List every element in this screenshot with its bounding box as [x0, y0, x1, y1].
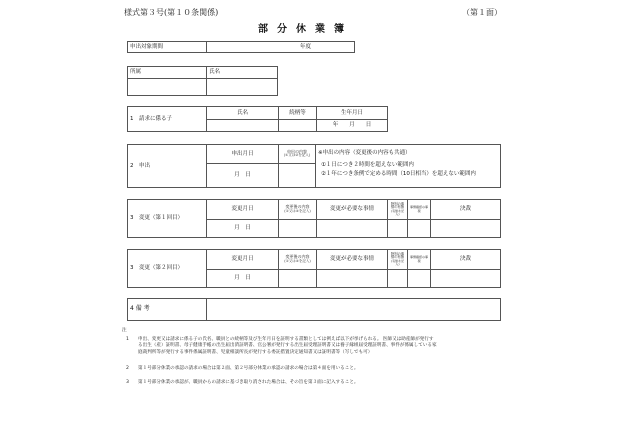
period-label: 申出対象期間 [128, 42, 207, 53]
change1-date-header: 変更月日 [207, 200, 279, 220]
remarks-field[interactable] [207, 299, 501, 321]
change2-content-field[interactable] [279, 270, 317, 288]
application-content-note: (①又は②を記入) [283, 153, 311, 158]
change2-content-title: 変更後の内容 [285, 254, 310, 260]
child-name-header: 氏名 [207, 107, 279, 120]
change2-confirm-field[interactable] [408, 270, 431, 288]
change1-confirm-header: 事情確認の事項 [408, 200, 431, 220]
child-table [127, 106, 388, 132]
change2-date-header: 変更月日 [207, 250, 279, 270]
dept-label: 所属 [128, 67, 207, 79]
change1-content-title: 変更後の内容 [285, 204, 310, 210]
dept-field[interactable] [128, 79, 207, 96]
page-label: （第１面） [462, 8, 502, 17]
period-value-field[interactable] [207, 42, 355, 53]
change1-special-title: 特別の事情の有無 [390, 201, 405, 210]
change1-confirm-field[interactable] [408, 220, 431, 238]
name-label: 氏名 [207, 67, 278, 79]
change2-special-title: 特別の事情の有無 [390, 251, 405, 260]
application-date-header: 申出月日 [207, 145, 279, 164]
change1-content-field[interactable] [279, 220, 317, 238]
remarks-label: 4 備 考 [128, 299, 207, 321]
application-note-header: ※申出の内容（変更後の内容も共通） [318, 150, 411, 156]
notes-heading: 注 [122, 328, 127, 333]
note-text: 第１号部分休業の承認の請求の場合は第２面、第２号部分休業の承認の請求の場合は第４面を用いること。 [138, 365, 359, 371]
affiliation-table [127, 66, 278, 96]
change2-content-header [279, 250, 317, 270]
change1-section-label: 3 変更（第１回目） [128, 200, 207, 238]
note-item-1 [126, 337, 492, 356]
note-item-3 [126, 380, 492, 386]
change1-content-note: (①又は②を記入) [284, 208, 311, 213]
change2-reason-field[interactable] [317, 270, 388, 288]
change1-decision-header: 決裁 [431, 200, 501, 220]
application-notes-cell [316, 145, 501, 188]
application-content-header [279, 145, 316, 164]
change1-decision-field[interactable] [431, 220, 501, 238]
change2-decision-field[interactable] [431, 270, 501, 288]
change1-date-field[interactable]: 月 日 [207, 220, 279, 238]
note-item-2 [126, 366, 492, 372]
change1-special-note: (有無を記入) [390, 208, 405, 217]
change1-special-field[interactable] [388, 220, 408, 238]
application-date-field[interactable]: 月 日 [207, 164, 279, 188]
change2-decision-header: 決裁 [431, 250, 501, 270]
application-content-field[interactable] [279, 164, 316, 188]
change2-section-label: 3 変更（第２回目） [128, 250, 207, 288]
application-content-title: 申出の内容 [287, 148, 307, 154]
child-birth-header: 生年月日 [317, 107, 388, 120]
change2-reason-header: 変更が必要な事情 [317, 250, 388, 270]
application-note-1: ①１日につき２時間を超えない範囲内 [321, 162, 414, 168]
notes-block [122, 328, 492, 386]
child-section-label: 1 請求に係る子 [128, 107, 207, 132]
application-table [127, 144, 501, 188]
change2-table [127, 249, 501, 288]
period-table [127, 41, 355, 53]
change2-date-field[interactable]: 月 日 [207, 270, 279, 288]
application-note-2: ②１年につき条例で定める時間（10日相当）を超えない範囲内 [321, 171, 476, 177]
change1-reason-field[interactable] [317, 220, 388, 238]
change1-reason-header: 変更が必要な事情 [317, 200, 388, 220]
remarks-table [127, 298, 501, 321]
change1-content-header [279, 200, 317, 220]
child-relation-field[interactable] [279, 120, 317, 132]
change2-content-note: (①又は②を記入) [284, 258, 311, 263]
change1-special-header [388, 200, 408, 220]
note-text: 第１号部分休業の承認が、職員からの請求に基づき取り消された場合は、その旨を第３面に記入すること。 [138, 380, 359, 386]
child-birth-field[interactable]: 年 月 日 [317, 120, 388, 132]
form-number: 様式第３号(第１０条関係) [124, 8, 219, 17]
year-suffix: 年度 [299, 43, 311, 50]
change2-confirm-header: 事情確認の事項 [408, 250, 431, 270]
change2-special-note: (有無を記入) [390, 258, 405, 267]
name-field[interactable] [207, 79, 278, 96]
change2-special-field[interactable] [388, 270, 408, 288]
note-number: 3 [126, 380, 129, 386]
note-text: 申出、変更又は請求に係る子の氏名、職員との続柄等及び生年月日を証明する書類としては例えば以下が挙げられる。 医師又は助産師が発行する出生（産）証明書、母子健康手帳の出生届出済証明書、官公署が発行する出生届受理証明書又は養子縁組届受理証明書、事件が係属している家庭裁判所等が発行する事件係属証明書、児童相談所長が発行する委託措置決定通知書又は証明書等（写しでも可） [138, 337, 437, 355]
change1-table [127, 199, 501, 238]
child-relation-header: 続柄等 [279, 107, 317, 120]
page-title: 部分休業簿 [258, 24, 353, 35]
change2-special-header [388, 250, 408, 270]
child-name-field[interactable] [207, 120, 279, 132]
note-number: 2 [126, 365, 129, 371]
note-number: 1 [126, 337, 129, 343]
application-section-label: 2 申出 [128, 145, 207, 188]
